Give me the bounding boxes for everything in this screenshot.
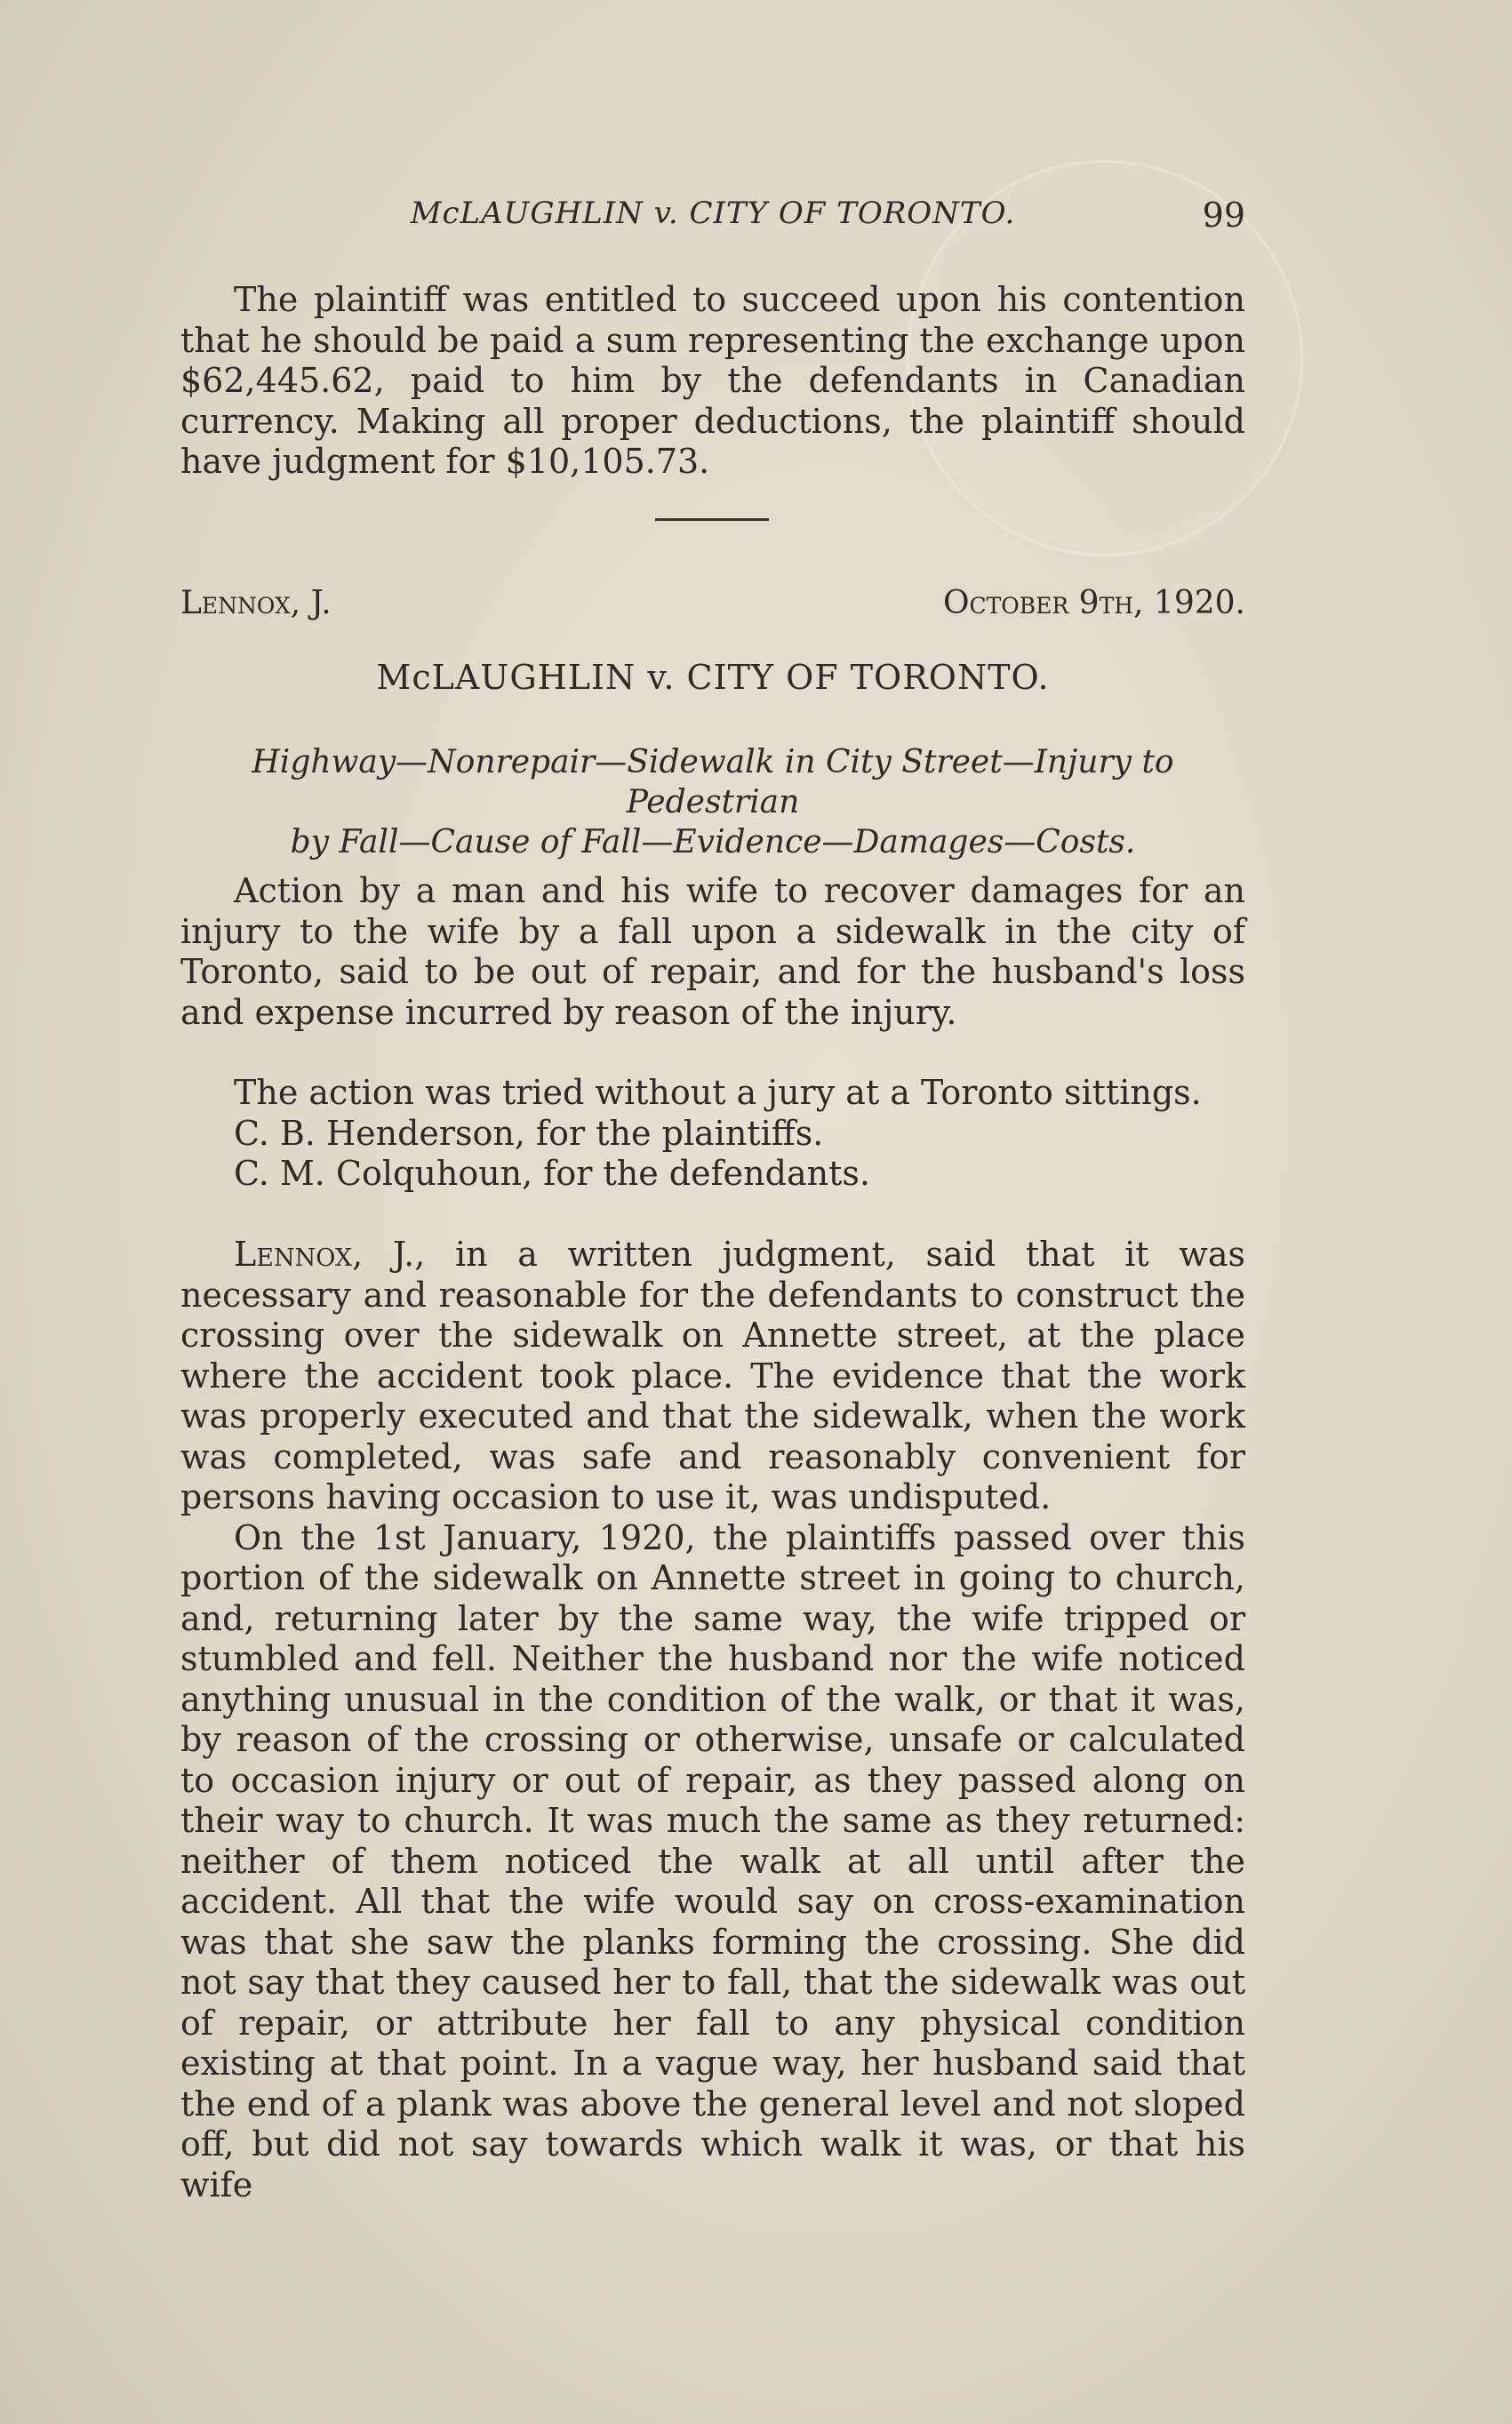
judgment-judge-name: Lennox, J. (234, 1235, 415, 1274)
section-divider (655, 518, 769, 521)
judge-name: Lennox, J. (180, 585, 332, 621)
counsel-plaintiffs: C. B. Henderson, for the plaintiffs. (234, 1113, 824, 1153)
case-title: McLAUGHLIN v. CITY OF TORONTO. (376, 658, 1050, 697)
decision-date: October 9th, 1920. (942, 585, 1245, 621)
judgment-paragraph-1-text: , in a written judgment, said that it was necessary and reasonable for the defendants to construct the crossing over the sidewalk on Annette street, at the place where the accident took place. The evidence that the work was properly executed and that the sidewalk, when the work was completed, was safe and reasonably convenient for persons having occasion to use it, was undisputed. (180, 1235, 1245, 1516)
trial-line-1: The action was tried without a jury at a Toronto sittings. (234, 1073, 1202, 1112)
page-number: 99 (1202, 196, 1245, 235)
judge-date-line (180, 585, 1245, 621)
trial-block (180, 1073, 1245, 1195)
headnote-line-1: Highway—Nonrepair—Sidewalk in City Street—Injury to Pedestrian (252, 744, 1174, 820)
continued-judgment-block (180, 280, 1245, 483)
judgment-paragraph-2: On the 1st January, 1920, the plaintiffs passed over this portion of the sidewalk on Annette street in going to church, and, returning later by the same way, the wife tripped or stumbled and fell. Neither the husband nor the wife noticed anything unusual in the condition of the walk, or that it was, by reason of the crossing or otherwise, unsafe or calculated to occasion injury or out of repair, as they passed along on their way to church. It was much the same as they returned: neither of them noticed the walk at all until after the accident. All that the wife would say on cross-examination was that she saw the planks forming the crossing. She did not say that they caused her to fall, that the sidewalk was out of repair, or attribute her fall to any physical condition existing at that point. In a vague way, her husband said that the end of a plank was above the general level and not sloped off, but did not say towards which walk it was, or that his wife (180, 1517, 1245, 2204)
headnote-line-2: by Fall—Cause of Fall—Evidence—Damages—Costs. (290, 824, 1136, 860)
running-head (180, 196, 1245, 240)
top-paragraph: The plaintiff was entitled to succeed upon his contention that he should be paid a sum representing the exchange upon $62,445.62, paid to him by the defendants in Canadian currency. Making all proper deductions, the plaintiff should have judgment for $10,105.73. (180, 280, 1245, 481)
counsel-defendants: C. M. Colquhoun, for the defendants. (234, 1154, 870, 1193)
action-paragraph: Action by a man and his wife to recover damages for an injury to the wife by a fall upon a sidewalk in the city of Toronto, said to be out of repair, and for the husband's loss and expense incurred by reason of the injury. (180, 871, 1245, 1032)
judgment-block (180, 1235, 1245, 2205)
running-title: McLAUGHLIN v. CITY OF TORONTO. (410, 196, 1016, 231)
action-block (180, 871, 1245, 1033)
judgment-paragraph-1 (180, 1235, 1245, 1518)
headnote (180, 742, 1245, 862)
